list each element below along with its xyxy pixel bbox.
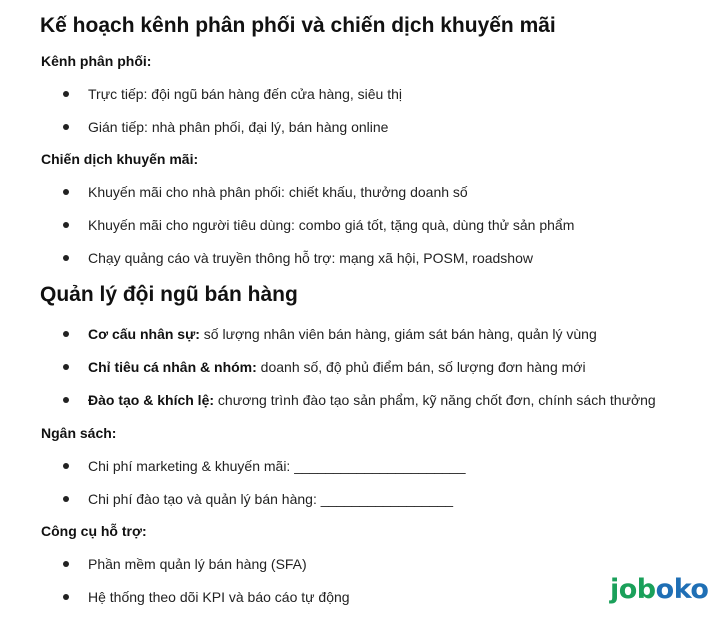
list-item-text: Khuyến mãi cho nhà phân phối: chiết khấu, thưởng doanh số: [88, 184, 468, 200]
logo-text-oko: oko: [655, 574, 708, 605]
list-item-text: Hệ thống theo dõi KPI và báo cáo tự động: [88, 589, 350, 605]
list-item-text: Chạy quảng cáo và truyền thông hỗ trợ: mạng xã hội, POSM, roadshow: [88, 250, 533, 266]
bullet-icon: [63, 496, 69, 502]
list-item-bold: Đào tạo & khích lệ:: [88, 392, 215, 408]
list-item: [63, 491, 453, 507]
list-item-bold: Cơ cấu nhân sự:: [88, 326, 200, 342]
bullet-icon: [63, 594, 69, 600]
bullet-icon: [63, 331, 69, 337]
list-item: [63, 250, 533, 266]
bullet-icon: [63, 561, 69, 567]
list-item-text: Gián tiếp: nhà phân phối, đại lý, bán hàng online: [88, 119, 389, 135]
bullet-icon: [63, 222, 69, 228]
bullet-icon: [63, 397, 69, 403]
budget-label: Ngân sách:: [41, 425, 117, 441]
list-item: [63, 326, 597, 342]
section-title-distribution: Kế hoạch kênh phân phối và chiến dịch khuyến mãi: [40, 14, 556, 37]
list-item: [63, 556, 307, 572]
tools-label: Công cụ hỗ trợ:: [41, 523, 147, 539]
bullet-icon: [63, 91, 69, 97]
list-item-text: chương trình đào tạo sản phẩm, kỹ năng chốt đơn, chính sách thưởng: [214, 392, 656, 408]
channels-label: Kênh phân phối:: [41, 53, 152, 69]
campaigns-label: Chiến dịch khuyến mãi:: [41, 151, 199, 167]
list-item-text: Chi phí đào tạo và quản lý bán hàng: _________________: [88, 491, 454, 507]
list-item: [63, 119, 388, 135]
list-item-text: số lượng nhân viên bán hàng, giám sát bán hàng, quản lý vùng: [199, 326, 597, 342]
list-item: [63, 184, 468, 200]
list-item: [63, 392, 656, 408]
section-title-sales-team: Quản lý đội ngũ bán hàng: [40, 283, 298, 306]
list-item: [63, 458, 466, 474]
bullet-icon: [63, 364, 69, 370]
list-item-text: Phần mềm quản lý bán hàng (SFA): [88, 556, 307, 572]
list-item: [63, 589, 350, 605]
bullet-icon: [63, 255, 69, 261]
list-item-text: Khuyến mãi cho người tiêu dùng: combo giá tốt, tặng quà, dùng thử sản phẩm: [88, 217, 575, 233]
bullet-icon: [63, 124, 69, 130]
logo-text-job: job: [610, 574, 656, 605]
list-item-text: Chi phí marketing & khuyến mãi: ______________________: [88, 458, 466, 474]
list-item-text: doanh số, độ phủ điểm bán, số lượng đơn hàng mới: [256, 359, 586, 375]
list-item-text: Trực tiếp: đội ngũ bán hàng đến cửa hàng, siêu thị: [88, 86, 402, 102]
list-item: [63, 359, 586, 375]
list-item: [63, 86, 402, 102]
bullet-icon: [63, 463, 69, 469]
bullet-icon: [63, 189, 69, 195]
list-item-bold: Chỉ tiêu cá nhân & nhóm:: [88, 359, 257, 375]
joboko-logo: [610, 576, 708, 603]
list-item: [63, 217, 574, 233]
